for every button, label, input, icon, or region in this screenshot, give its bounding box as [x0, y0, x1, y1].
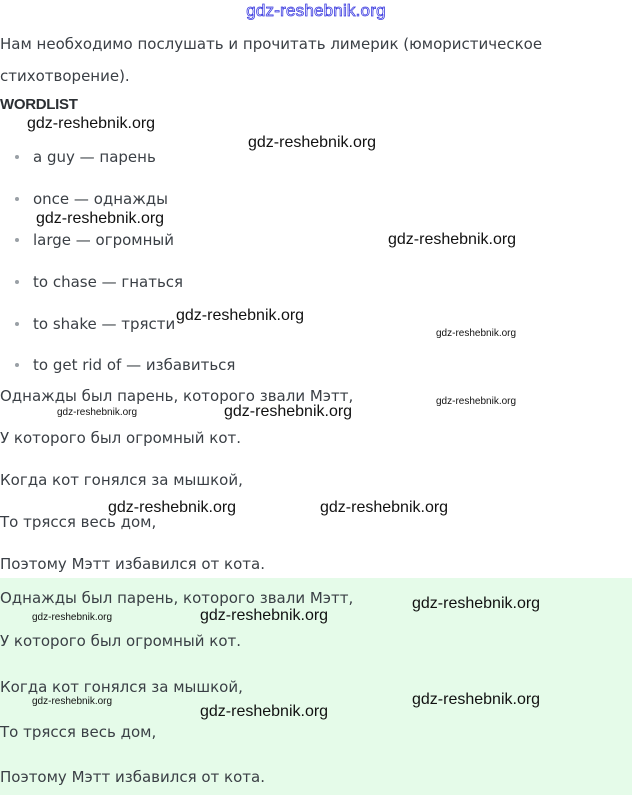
watermark: gdz-reshebnik.org	[32, 612, 113, 623]
poem-line: У которого был огромный кот.	[0, 632, 242, 650]
wordlist-item	[0, 145, 235, 187]
bullet-icon	[15, 197, 19, 201]
header-watermark: gdz-reshebnik.org	[246, 1, 386, 20]
poem-line: То трясся весь дом,	[0, 513, 157, 531]
poem-line: Однажды был парень, которого звали Мэтт,	[0, 387, 354, 405]
wordlist-item-text: a guy — парень	[33, 148, 156, 166]
watermark: gdz-reshebnik.org	[36, 210, 165, 227]
watermark: gdz-reshebnik.org	[320, 499, 449, 516]
bullet-icon	[15, 155, 19, 159]
watermark: gdz-reshebnik.org	[57, 407, 138, 418]
watermark: gdz-reshebnik.org	[388, 231, 517, 248]
wordlist-item-text: to shake — трясти	[33, 314, 176, 333]
watermark: gdz-reshebnik.org	[248, 134, 377, 151]
wordlist-item-text: to chase — гнаться	[33, 273, 184, 292]
poem-line: Поэтому Мэтт избавился от кота.	[0, 768, 265, 786]
bullet-icon	[15, 363, 19, 367]
wordlist-item-text: to get rid of — избавиться	[33, 356, 236, 375]
watermark: gdz-reshebnik.org	[200, 703, 329, 720]
poem-line: Поэтому Мэтт избавился от кота.	[0, 555, 265, 573]
watermark: gdz-reshebnik.org	[176, 307, 305, 324]
watermark: gdz-reshebnik.org	[436, 328, 517, 339]
watermark: gdz-reshebnik.org	[32, 696, 113, 707]
wordlist-item	[0, 270, 235, 312]
poem-line: У которого был огромный кот.	[0, 429, 242, 447]
watermark: gdz-reshebnik.org	[436, 396, 517, 407]
watermark: gdz-reshebnik.org	[224, 403, 353, 420]
watermark: gdz-reshebnik.org	[412, 691, 541, 708]
watermark: gdz-reshebnik.org	[108, 499, 237, 516]
watermark: gdz-reshebnik.org	[200, 607, 329, 624]
poem-line: Когда кот гонялся за мышкой,	[0, 678, 243, 696]
wordlist-heading: WORDLIST	[0, 96, 78, 113]
poem-line: Однажды был парень, которого звали Мэтт,	[0, 589, 354, 607]
watermark: gdz-reshebnik.org	[412, 595, 541, 612]
wordlist-item-text: large — огромный	[33, 231, 175, 250]
intro-paragraph: Нам необходимо послушать и прочитать лимерик (юмористическое стихотворение).	[0, 35, 543, 85]
poem-line: Когда кот гонялся за мышкой,	[0, 471, 243, 489]
watermark: gdz-reshebnik.org	[27, 115, 156, 132]
wordlist-item	[0, 228, 235, 270]
poem-line: То трясся весь дом,	[0, 723, 157, 741]
bullet-icon	[15, 238, 19, 242]
bullet-icon	[15, 280, 19, 284]
wordlist	[0, 145, 235, 395]
bullet-icon	[15, 322, 19, 326]
wordlist-item-text: once — однажды	[33, 189, 168, 208]
